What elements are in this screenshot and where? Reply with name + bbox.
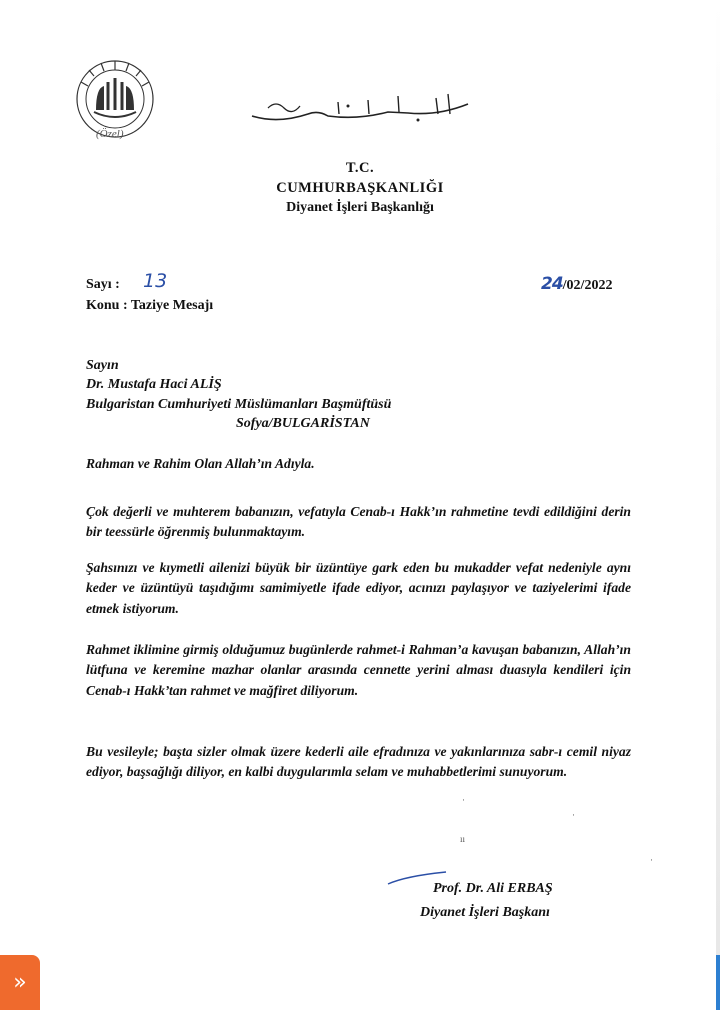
page-edge	[716, 0, 720, 1010]
scan-mark: ·	[462, 795, 465, 805]
address-salutation: Sayın	[86, 358, 119, 373]
seal-caption: (Özel)	[96, 128, 124, 140]
sayi-label: Sayı :	[86, 277, 120, 292]
signer-name: Prof. Dr. Ali ERBAŞ	[433, 881, 553, 896]
address-city: Sofya/BULGARİSTAN	[236, 416, 370, 431]
signer-title: Diyanet İşleri Başkanı	[420, 905, 550, 920]
body-paragraph-1: Çok değerli ve muhterem babanızın, vefatıyla Cenab-ı Hakk’ın rahmetine tevdi edildiğini derin bir teessürle öğrenmiş bulunmaktayım.	[86, 504, 631, 540]
scrollbar-accent[interactable]	[716, 955, 720, 1010]
basmala-calligraphy	[248, 86, 474, 126]
document-date	[541, 274, 612, 294]
body-opening: Rahman ve Rahim Olan Allah’ın Adıyla.	[86, 456, 315, 471]
header-tc: T.C.	[345, 160, 375, 176]
address-name: Dr. Mustafa Haci ALİŞ	[86, 377, 222, 392]
header-diyanet: Diyanet İşleri Başkanlığı	[286, 200, 434, 215]
scan-mark: ·	[650, 855, 653, 865]
body-paragraph-2: Şahsınızı ve kıymetli ailenizi büyük bir üzüntüye gark eden bu mukadder vefat nedeniyle aynı keder ve üzüntüyü taşıdığımı samimiyetle ifade ediyor, acınızı paylaşıyor ve taziyelerimi ifade etmek istiyorum.	[86, 560, 631, 616]
next-page-button[interactable]: »	[0, 955, 40, 1010]
body-paragraph-3: Rahmet iklimine girmiş olduğumuz bugünlerde rahmet-i Rahman’a kavuşan babanızın, Allah’ın lütfuna ve keremine mazhar olanlar arasında cennette yerini alması duasıyla kendileri için Cenab-ı Hakk’tan rahmet ve mağfiret diliyorum.	[86, 642, 631, 698]
scan-mark: ·	[572, 810, 575, 820]
address-title: Bulgaristan Cumhuriyeti Müslümanları Başmüftüsü	[86, 397, 392, 412]
header-cumhurbaskanligi: CUMHURBAŞKANLIĞI	[276, 180, 444, 196]
sayi-number: 13	[143, 270, 168, 292]
konu-label: Konu : Taziye Mesajı	[86, 298, 214, 313]
date-day: 24	[541, 274, 563, 294]
scan-mark: ıı	[460, 834, 466, 844]
body-paragraph-4: Bu vesileyle; başta sizler olmak üzere kederli aile efradınıza ve yakınlarınıza sabr-ı cemil niyaz ediyor, başsağlığı diliyor, en kalbi duygularımla selam ve muhabbetlerimi sunuyorum.	[86, 744, 631, 780]
date-month-year: /02/2022	[562, 278, 613, 293]
